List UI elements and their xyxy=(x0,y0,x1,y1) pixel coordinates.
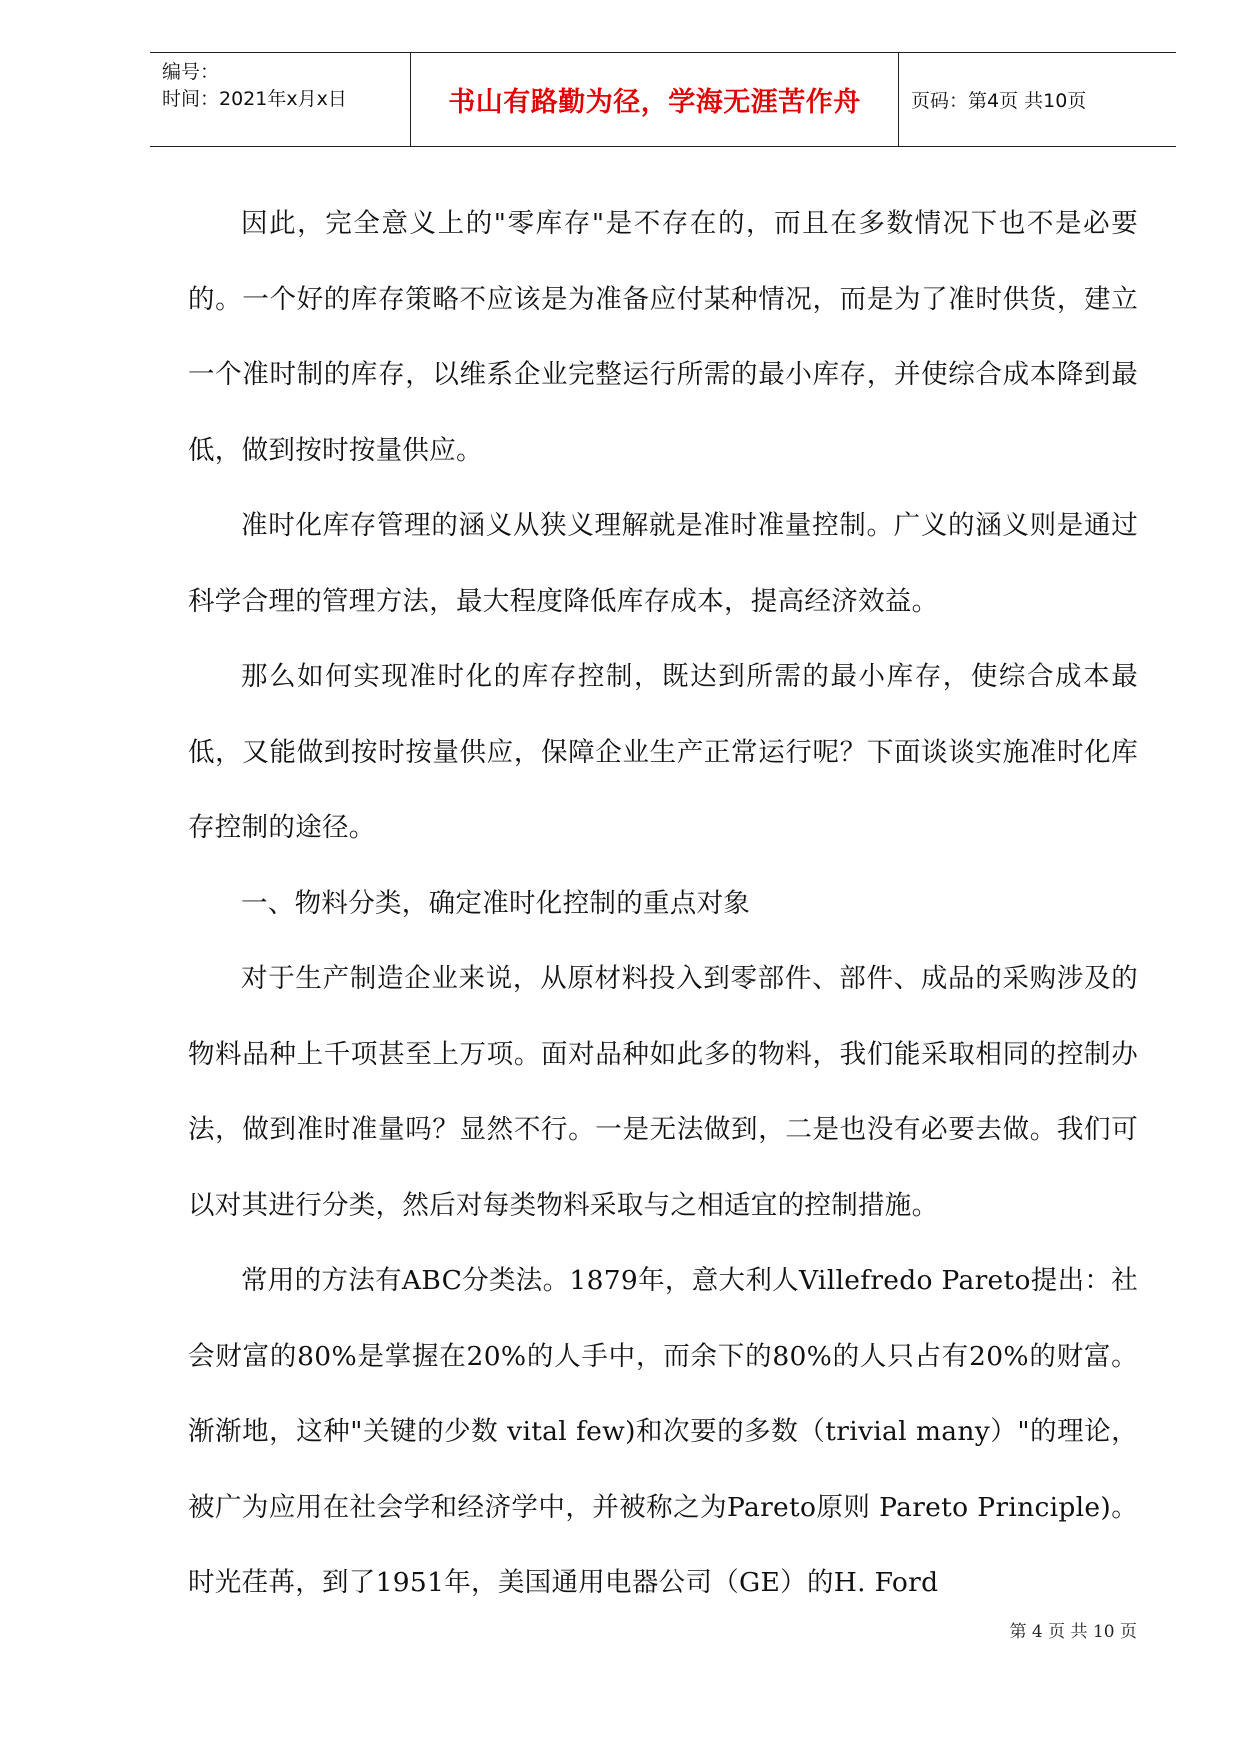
document-number-label: 编号： xyxy=(162,61,220,83)
document-time-label: 时间：2021年x月x日 xyxy=(162,88,347,110)
header-motto: 书山有路勤为径，学海无涯苦作舟 xyxy=(448,87,861,118)
document-body xyxy=(188,186,1138,1621)
section-heading: 一、物料分类，确定准时化控制的重点对象 xyxy=(241,887,751,919)
header-page-cell xyxy=(899,53,1176,146)
body-paragraph: 常用的方法有ABC分类法。1879年，意大利人Villefredo Pareto提出：社会财富的80%是掌握在20%的人手中，而余下的80%的人只占有20%的财富。渐渐地，这种"关键的少数 vital few)和次要的多数（trivial many）"的理论，被广为应用在社会学和经济学中，并被称之为Pareto原则 Pareto Principle)。时光荏苒，到了1951年，美国通用电器公司（GE）的H. Ford xyxy=(188,1265,1138,1598)
header-motto-cell xyxy=(410,53,899,146)
header-page-code: 页码：第4页 共10页 xyxy=(911,90,1087,112)
page-header xyxy=(150,52,1176,147)
body-paragraph: 那么如何实现准时化的库存控制，既达到所需的最小库存，使综合成本最低，又能做到按时按量供应，保障企业生产正常运行呢？下面谈谈实施准时化库存控制的途径。 xyxy=(188,661,1138,843)
body-paragraph: 准时化库存管理的涵义从狭义理解就是准时准量控制。广义的涵义则是通过科学合理的管理方法，最大程度降低库存成本，提高经济效益。 xyxy=(188,510,1138,617)
header-meta-cell xyxy=(150,53,410,146)
body-paragraph: 对于生产制造企业来说，从原材料投入到零部件、部件、成品的采购涉及的物料品种上千项甚至上万项。面对品种如此多的物料，我们能采取相同的控制办法，做到准时准量吗？显然不行。一是无法做到，二是也没有必要去做。我们可以对其进行分类，然后对每类物料采取与之相适宜的控制措施。 xyxy=(188,963,1138,1221)
page-footer-number: 第 4 页 共 10 页 xyxy=(1009,1622,1137,1642)
body-paragraph: 因此，完全意义上的"零库存"是不存在的，而且在多数情况下也不是必要的。一个好的库存策略不应该是为准备应付某种情况，而是为了准时供货，建立一个准时制的库存，以维系企业完整运行所需的最小库存，并使综合成本降到最低，做到按时按量供应。 xyxy=(188,208,1138,466)
